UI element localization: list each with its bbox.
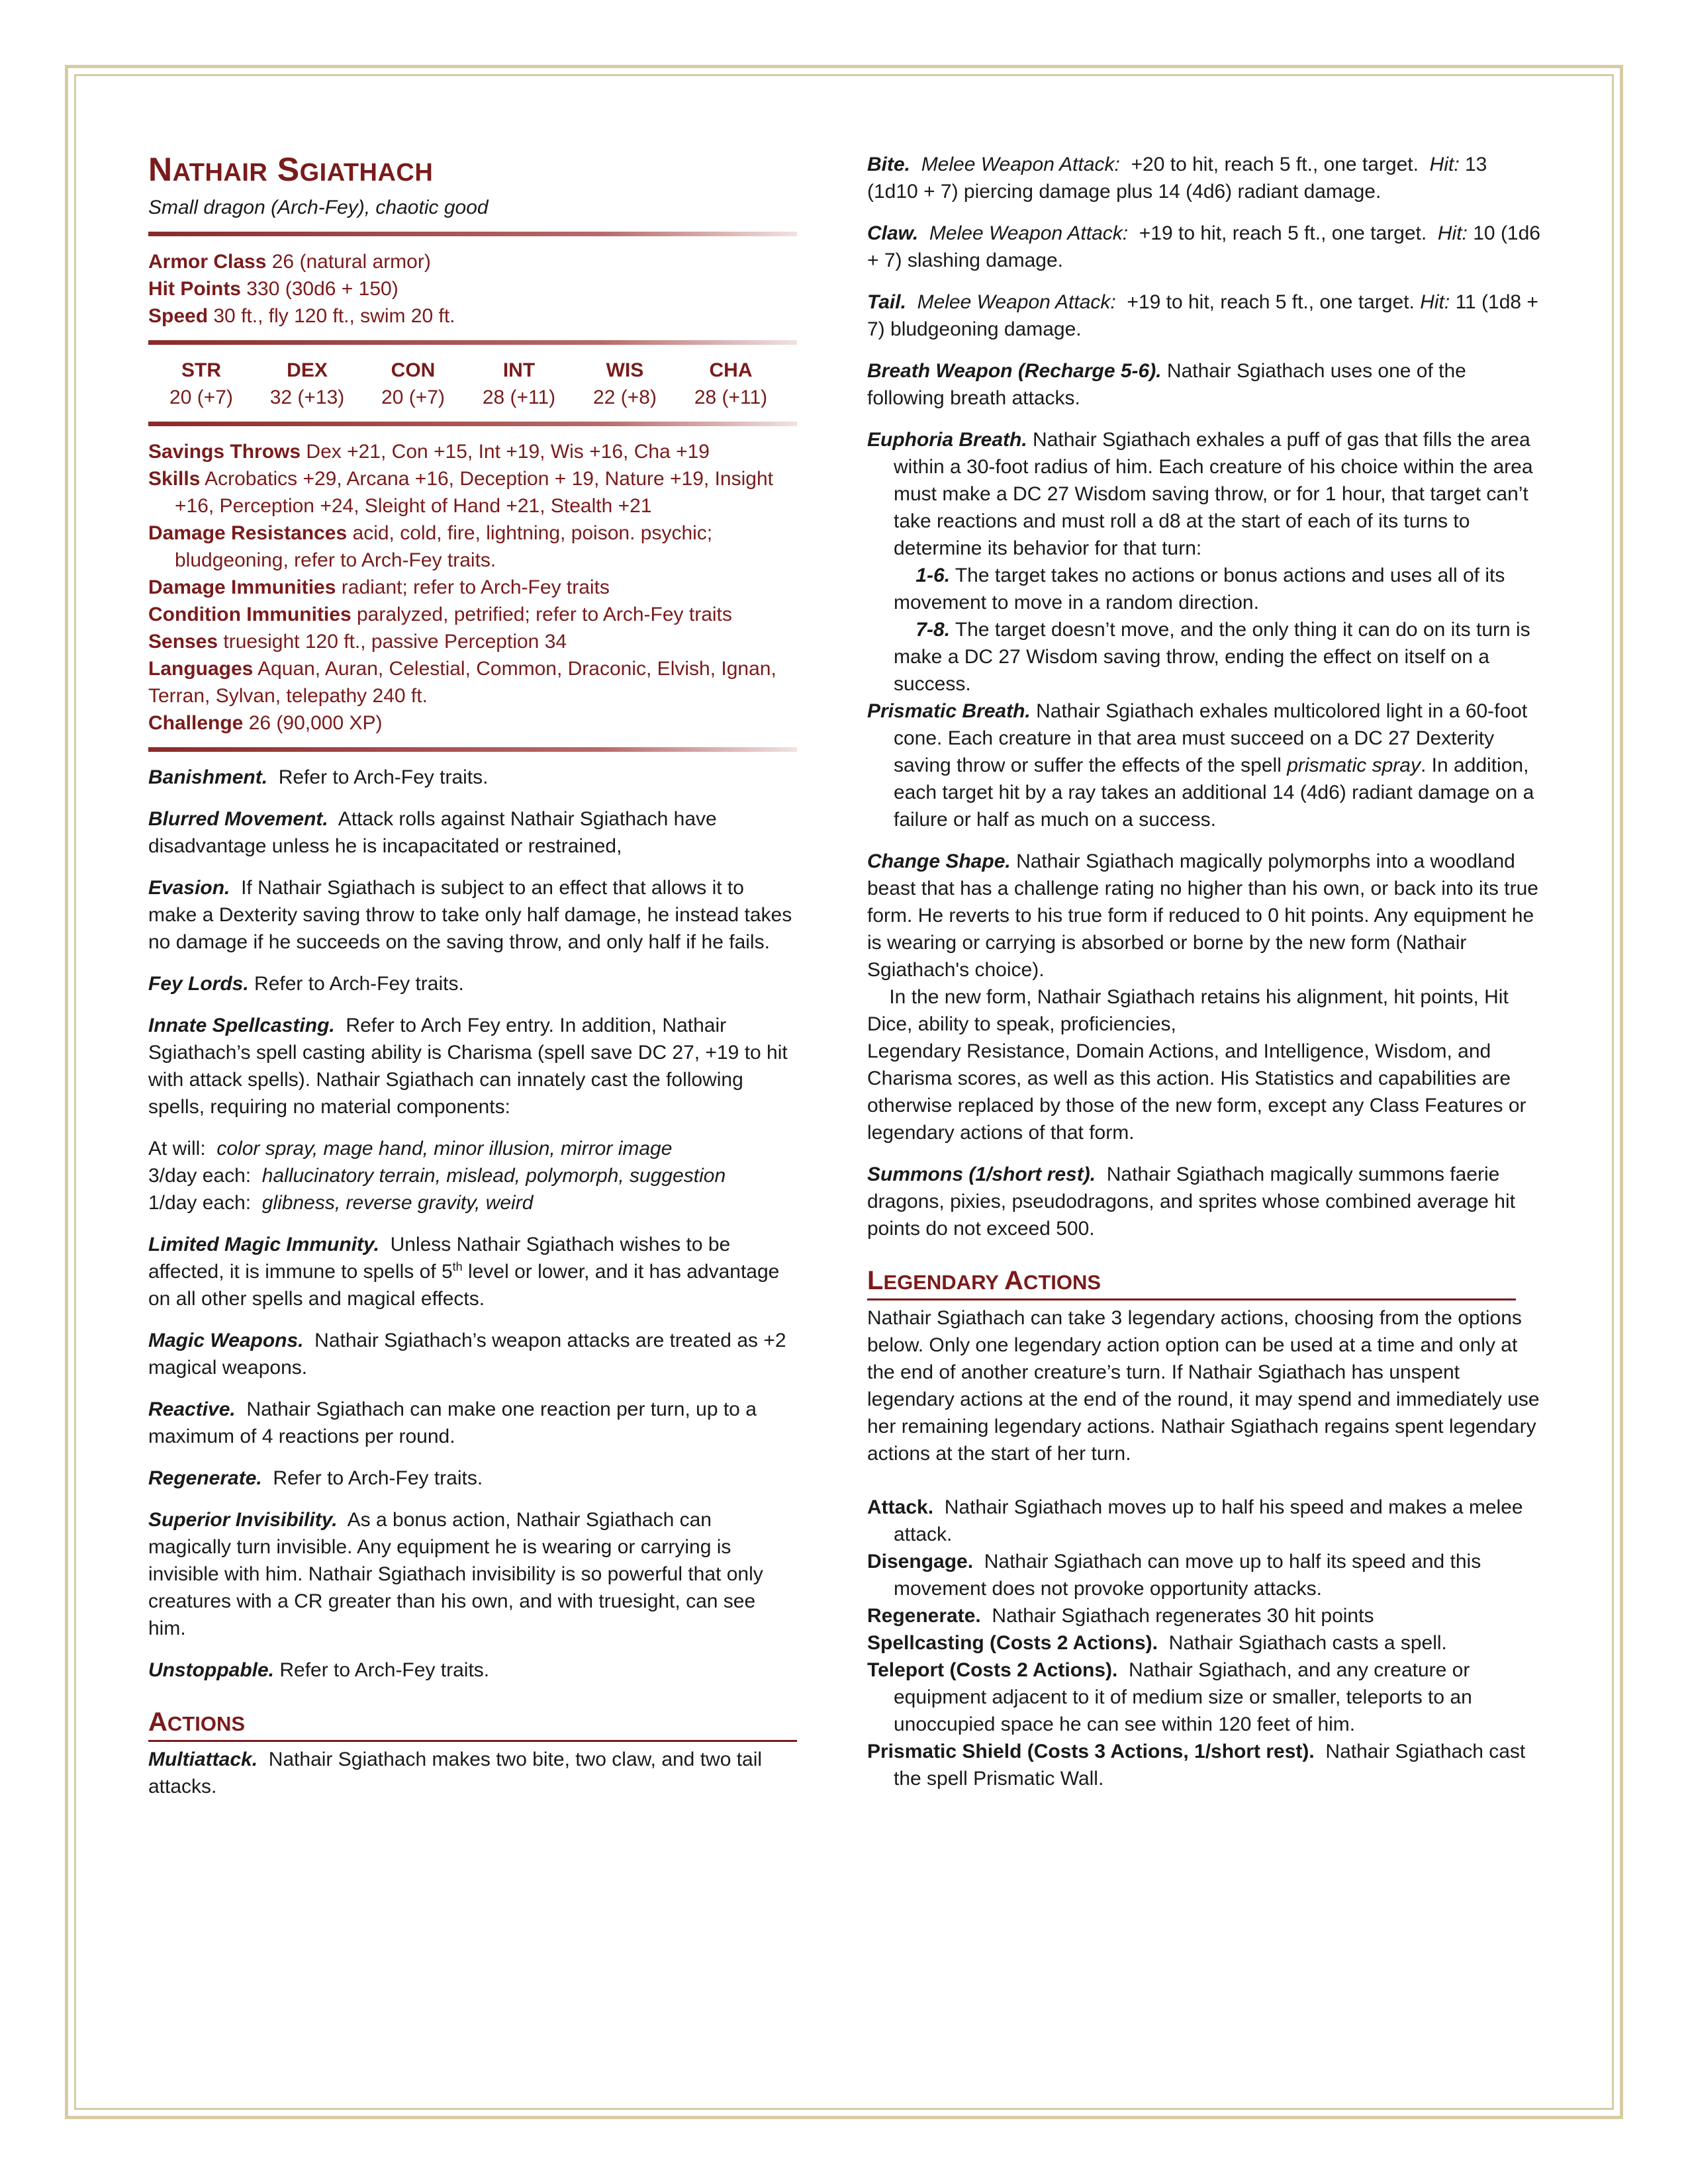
change-shape-text: Change Shape. Nathair Sgiathach magically polymorphs into a woodland beast that has a challenge rating no higher than his own, or back into its true form. He reverts to his true form if reduced to 0 hit points. Any equipment he is wearing or carrying is absorbed or borne by the new form (Nathair Sgiathach's choice). xyxy=(867,850,1538,981)
trait-unstoppable: Unstoppable. Refer to Arch-Fey traits. xyxy=(148,1659,490,1681)
action-breath-weapon: Breath Weapon (Recharge 5-6). Nathair Sgiathach uses one of the following breath attacks. xyxy=(867,360,1466,409)
right-column xyxy=(867,151,1542,1792)
spell-list xyxy=(148,1135,797,1216)
action-tail: Tail. Melee Weapon Attack: +19 to hit, reach 5 ft., one target. Hit: 11 (1d8 + 7) bludgeoning damage. xyxy=(867,291,1538,340)
trait-reactive: Reactive. Nathair Sgiathach can make one reaction per turn, up to a maximum of 4 reactions per round. xyxy=(148,1398,757,1447)
action-claw: Claw. Melee Weapon Attack: +19 to hit, reach 5 ft., one target. Hit: 10 (1d6 + 7) slashing damage. xyxy=(867,222,1540,271)
change-shape-text-2: In the new form, Nathair Sgiathach retains his alignment, hit points, Hit Dice, ability to speak, proficiencies, xyxy=(867,986,1509,1035)
challenge: Challenge 26 (90,000 XP) xyxy=(148,712,383,734)
legendary-intro: Nathair Sgiathach can take 3 legendary actions, choosing from the options below. Only one legendary action option can be used at a time and only at the end of another creature’s turn. If Nathair Sgiathach has unspent legendary actions at the end of the round, it may spend and immediately use her remaining legendary actions. Nathair Sgiathach regains spent legendary actions at the start of her turn. xyxy=(867,1307,1540,1465)
trait-limited-magic-immunity: Limited Magic Immunity. Unless Nathair Sgiathach wishes to be affected, it is immune to spells of 5th level or lower, and it has advantage on all other spells and magical effects. xyxy=(148,1234,780,1310)
damage-immunities: Damage Immunities radiant; refer to Arch-Fey traits xyxy=(148,576,610,598)
legendary-action: Spellcasting (Costs 2 Actions). Nathair Sgiathach casts a spell. xyxy=(867,1632,1447,1654)
prismatic-breath: Prismatic Breath. Nathair Sgiathach exhales multicolored light in a 60-foot cone. Each creature in that area must succeed on a DC 27 Dexterity saving throw or suffer the effects of the spell prismatic spray. In addition, each target hit by a ray takes an additional 14 (4d6) radiant damage on a failure or half as much on a success. xyxy=(867,700,1534,831)
hit-points: Hit Points 330 (30d6 + 150) xyxy=(148,278,399,300)
ability-score: 20 (+7) xyxy=(381,387,445,408)
trait-evasion: Evasion. If Nathair Sgiathach is subject to an effect that allows it to make a Dexterity saving throw to take only half damage, he instead takes no damage if he succeeds on the saving throw, and only half if he fails. xyxy=(148,877,792,953)
euphoria-breath: Euphoria Breath. Nathair Sgiathach exhales a puff of gas that fills the area within a 30-foot radius of him. Each creature of his choice within the area must make a DC 27 Wisdom saving throw, or for 1 hour, that target can’t take reactions and must roll a d8 at the start of each of its turns to determine its behavior for that turn: xyxy=(867,429,1533,559)
monster-type: Small dragon (Arch-Fey), chaotic good xyxy=(148,197,489,218)
senses: Senses truesight 120 ft., passive Perception 34 xyxy=(148,631,567,653)
ability-name: INT xyxy=(502,359,536,381)
legendary-action: Prismatic Shield (Costs 3 Actions, 1/short rest). Nathair Sgiathach cast the spell Prismatic Wall. xyxy=(867,1741,1526,1790)
action-change-shape xyxy=(867,848,1542,1146)
action-bite: Bite. Melee Weapon Attack: +20 to hit, reach 5 ft., one target. Hit: 13 (1d10 + 7) piercing damage plus 14 (4d6) radiant damage. xyxy=(867,154,1487,203)
trait-blurred-movement: Blurred Movement. Attack rolls against Nathair Sgiathach have disadvantage unless he is incapacitated or restrained, xyxy=(148,808,717,857)
legendary-action-list xyxy=(867,1494,1542,1792)
ability-name: DEX xyxy=(287,359,328,381)
breath-options xyxy=(867,426,1542,833)
languages: Languages Aquan, Auran, Celestial, Common, Draconic, Elvish, Ignan, Terran, Sylvan, telepathy 240 ft. xyxy=(148,658,776,707)
legendary-action: Regenerate. Nathair Sgiathach regenerates 30 hit points xyxy=(867,1605,1374,1627)
condition-immunities: Condition Immunities paralyzed, petrified; refer to Arch-Fey traits xyxy=(148,604,732,625)
spell-list-1-day: 1/day each: glibness, reverse gravity, weird xyxy=(148,1192,534,1214)
spell-list-at-will: At will: color spray, mage hand, minor illusion, mirror image xyxy=(148,1138,673,1160)
left-column xyxy=(148,151,797,1815)
trait-banishment: Banishment. Refer to Arch-Fey traits. xyxy=(148,766,489,788)
ability-score: 22 (+8) xyxy=(593,387,657,408)
divider xyxy=(148,232,797,236)
actions-heading: ACTIONS xyxy=(148,1707,797,1742)
spell-list-3-day: 3/day each: hallucinatory terrain, mislead, polymorph, suggestion xyxy=(148,1165,726,1187)
ability-name: CON xyxy=(391,359,436,381)
ability-score: 32 (+13) xyxy=(269,387,345,408)
legendary-actions-heading: LEGENDARY ACTIONS xyxy=(867,1266,1516,1300)
trait-superior-invisibility: Superior Invisibility. As a bonus action, Nathair Sgiathach can magically turn invisible. Any equipment he is wearing or carrying is invisible with him. Nathair Sgiathach invisibility is so powerful that only creatures with a CR greater than his own, and with truesight, can see him. xyxy=(148,1509,763,1639)
euphoria-result-1-6: 1-6. The target takes no actions or bonus actions and uses all of its movement to move in a random direction. xyxy=(894,565,1505,614)
action-summons: Summons (1/short rest). Nathair Sgiathach magically summons faerie dragons, pixies, pseudodragons, and sprites whose combined average hit points do not exceed 500. xyxy=(867,1163,1515,1240)
monster-name: NATHAIR SGIATHACH xyxy=(148,151,434,188)
trait-magic-weapons: Magic Weapons. Nathair Sgiathach’s weapon attacks are treated as +2 magical weapons. xyxy=(148,1330,786,1379)
trait-innate-spellcasting: Innate Spellcasting. Refer to Arch Fey entry. In addition, Nathair Sgiathach’s spell casting ability is Charisma (spell save DC 27, +19 to hit with attack spells). Nathair Sgiathach can innately cast the following spells, requiring no material components: xyxy=(148,1015,788,1118)
speed: Speed 30 ft., fly 120 ft., swim 20 ft. xyxy=(148,305,455,327)
ability-scores xyxy=(148,357,784,411)
euphoria-result-7-8: 7-8. The target doesn’t move, and the only thing it can do on its turn is make a DC 27 Wisdom saving throw, ending the effect on itself on a success. xyxy=(894,619,1530,695)
trait-fey-lords: Fey Lords. Refer to Arch-Fey traits. xyxy=(148,973,464,995)
change-shape-text-3: Legendary Resistance, Domain Actions, and Intelligence, Wisdom, and Charisma scores, as well as this action. His Statistics and capabilities are otherwise replaced by those of the new form, except any Class Features or legendary actions of that form. xyxy=(867,1040,1526,1144)
ability-score: 28 (+11) xyxy=(694,387,768,408)
legendary-action: Disengage. Nathair Sgiathach can move up to half its speed and this movement does not provoke opportunity attacks. xyxy=(867,1551,1481,1600)
divider xyxy=(148,422,797,426)
armor-class: Armor Class 26 (natural armor) xyxy=(148,251,431,273)
legendary-action: Attack. Nathair Sgiathach moves up to half his speed and makes a melee attack. xyxy=(867,1496,1523,1545)
legendary-action: Teleport (Costs 2 Actions). Nathair Sgiathach, and any creature or equipment adjacent to it of medium size or smaller, teleports to an unoccupied space he can see within 120 feet of him. xyxy=(867,1659,1472,1735)
ability-score: 28 (+11) xyxy=(482,387,556,408)
divider xyxy=(148,340,797,345)
properties-block xyxy=(148,438,797,737)
saving-throws: Savings Throws Dex +21, Con +15, Int +19, Wis +16, Cha +19 xyxy=(148,441,710,463)
damage-resistances: Damage Resistances acid, cold, fire, lightning, poison. psychic; bludgeoning, refer to Arch-Fey traits. xyxy=(148,522,713,571)
action-multiattack: Multiattack. Nathair Sgiathach makes two bite, two claw, and two tail attacks. xyxy=(148,1749,763,1797)
ability-score: 20 (+7) xyxy=(169,387,233,408)
ability-name: CHA xyxy=(709,359,753,381)
trait-regenerate: Regenerate. Refer to Arch-Fey traits. xyxy=(148,1467,483,1489)
ability-name: STR xyxy=(181,359,221,381)
skills: Skills Acrobatics +29, Arcana +16, Deception + 19, Nature +19, Insight +16, Perception +24, Sleight of Hand +21, Stealth +21 xyxy=(148,468,773,517)
ability-name: WIS xyxy=(606,359,644,381)
divider xyxy=(148,747,797,752)
